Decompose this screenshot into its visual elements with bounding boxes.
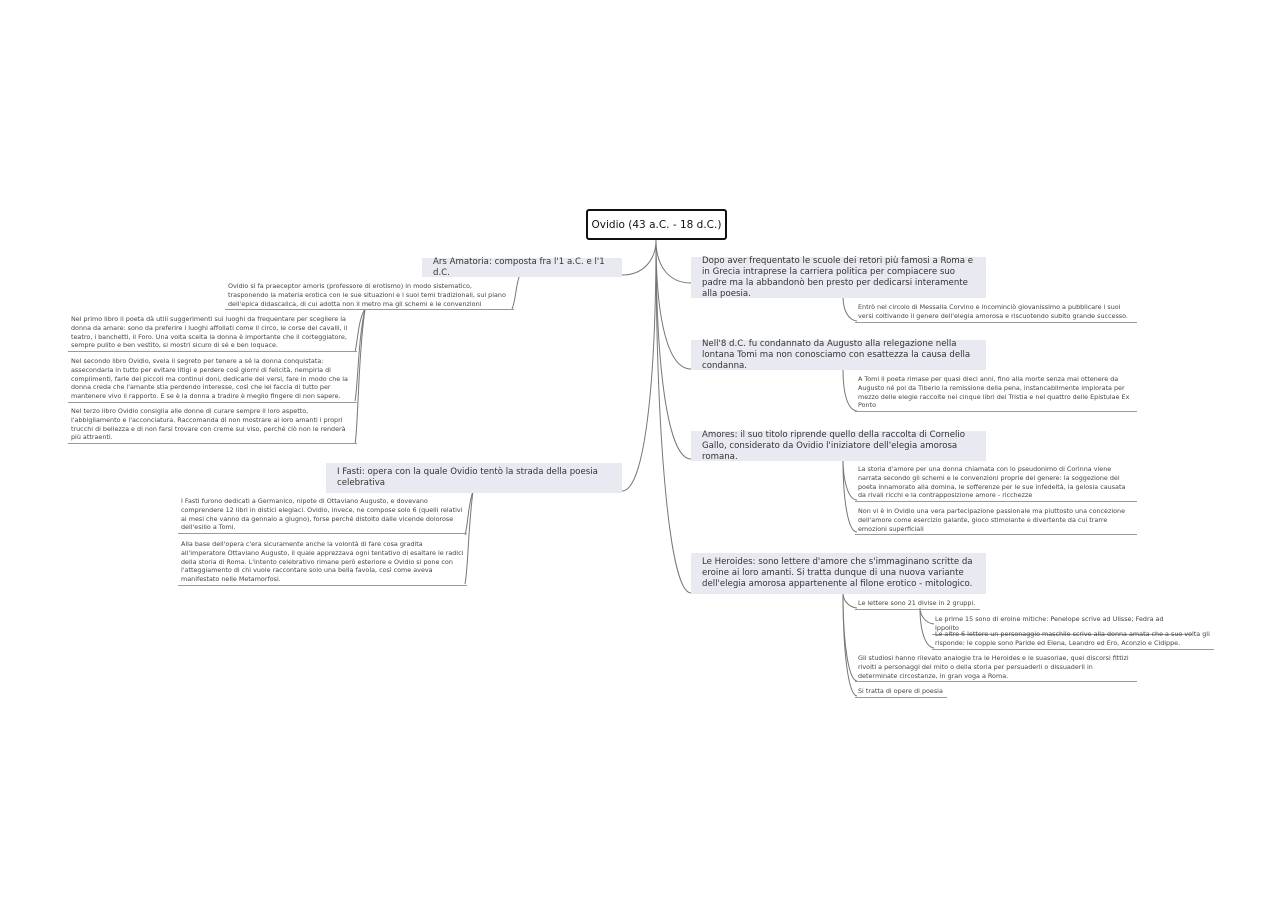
connector-root-to-left-2 [622,240,656,491]
root-topic-label: Ovidio (43 a.C. - 18 d.C.) [591,218,722,231]
subtopic-suasoriae[interactable]: Gli studiosi hanno rilevato analogie tra le Heroides e le suasoriae, quei discorsi fittizi rivolti a personaggi del mito o della storia per persuaderli o dissuaderli in determinate circostanze, in gran voga a Roma. [855,654,1137,682]
topic-label: Ars Amatoria: composta fra l'1 a.C. e l'1 d.C. [433,256,605,278]
topic-label: Dopo aver frequentato le scuole dei retori più famosi a Roma e in Grecia intraprese la carriera politica per compiacere suo padre ma la abbandonò ben presto per dedicarsi interamente alla poesia. [702,255,974,299]
subtopic-heroides-groups[interactable]: Le lettere sono 21 divise in 2 gruppi. [855,599,980,610]
connector-root-to-right-3 [656,240,691,459]
root-topic[interactable] [586,209,727,240]
subtopic-fasti-dedication[interactable]: I Fasti furono dedicati a Germanico, nipote di Ottaviano Augusto, e dovevano comprendere 12 libri in distici elegiaci. Ovidio, invece, ne compose solo 6 (quelli relativi ai mesi che vanno da gennaio a giugno), forse perché distolto dalle vicende dolorose dell'esilio a Tomi. [178,497,467,534]
subtopic-love-game[interactable]: Non vi è in Ovidio una vera partecipazione passionale ma piuttosto una concezione dell'amore come esercizio galante, gioco stimolante e divertente da cui trarre emozioni superficiali [855,507,1137,535]
topic-heroides[interactable] [691,553,986,594]
topic-label: I Fasti: opera con la quale Ovidio tentò la strada della poesia celebrativa [337,467,598,488]
subtopic-corinna[interactable]: La storia d'amore per una donna chiamata con lo pseudonimo di Corinna viene narrata secondo gli schemi e le convenzioni proprie del genere: la soggezione del poeta innamorato alla domina, le sofferenze per le sue infedeltà, la gelosia causata da rivali ricchi e la contrapposizione amore - ricchezze [855,465,1137,502]
subtopic-fasti-purpose[interactable]: Alla base dell'opera c'era sicuramente anche la volontà di fare cosa gradita all'imperatore Ottaviano Augusto, il quale apprezzava ogni tentativo di esaltare le radici della storia di Roma. L'intento celebrativo rimane però esteriore e Ovidio si pone con l'atteggiamento di chi vuole raccontare solo una bella favola, così come aveva manifestato nelle Metamorfosi. [178,540,467,586]
topic-amores[interactable] [691,431,986,461]
subtopic-heroides-group-2[interactable]: Le altre 6 lettere un personaggio maschile scrive alla donna amata che a suo volta gli risponde: le coppie sono Paride ed Elena, Leandro ed Ero, Aconzio e Cidippe. [932,630,1214,650]
subtopic-ars-amatoria-book-2[interactable]: Nel secondo libro Ovidio, svela il segreto per tenere a sé la donna conquistata: assecondarla in tutto per evitare litigi e perdere così giorni di felicità, riempirla di complimenti, farle dei piccoli ma continui doni, dedicarle dei versi, fare in modo che la donna creda che l'amante stia perdendo interesse, così che lei faccia di tutto per mantenere vivo il rapporto. E se è la donna a tradire è meglio fingere di non sapere. [68,357,357,403]
subtopic-tomi[interactable]: A Tomi il poeta rimase per quasi dieci anni, fino alla morte senza mai ottenere da Augusto né poi da Tiberio la remissione della pena, instancabilmente implorata per mezzo delle elegie raccolte nei cinque libri dei Tristia e nei quattro delle Epistulae Ex Ponto [855,375,1137,412]
topic-label: Amores: il suo titolo riprende quello della raccolta di Cornelio Gallo, considerato da Ovidio l'iniziatore dell'elegia amorosa romana. [702,429,966,462]
subtopic-ars-amatoria-book-1[interactable]: Nel primo libro il poeta dà utili suggerimenti sui luoghi da frequentare per scegliere la donna da amare: sono da preferire i luoghi affollati come il circo, le corse dei cavalli, il teatro, i banchetti, il Foro. Una volta scelta la donna è importante che il corteggiatore, sempre pulito e ben vestito, si mostri sicuro di sé e ben loquace. [68,315,357,352]
subtopic-poetry-works[interactable]: Si tratta di opere di poesia [855,687,947,698]
topic-label: Le Heroides: sono lettere d'amore che s'immaginano scritte da eroine ai loro amanti. Si tratta dunque di una nuova variante dell'elegia amorosa appartenente al filone erotico - mitologico. [702,557,973,589]
subtopic-ars-amatoria-book-3[interactable]: Nel terzo libro Ovidio consiglia alle donne di curare sempre il loro aspetto, l'abbigliamento e l'acconciatura. Raccomanda di non mostrare ai loro amanti i propri trucchi di bellezza e di non farsi trovare con creme sul viso, perché ciò non le renderà più attraenti. [68,407,357,444]
subtopic-heroides-group-1[interactable]: Le prime 15 sono di eroine mitiche: Penelope scrive ad Ulisse; Fedra ad Ippolito [932,615,1192,635]
connector-root-to-right-2 [656,240,691,369]
topic-i-fasti[interactable] [326,463,622,493]
connector-root-to-right-1 [656,240,691,283]
subtopic-ars-amatoria-intro[interactable]: Ovidio si fa praeceptor amoris (professore di erotismo) in modo sistematico, trasponendo la materia erotica con le sue situazioni e i suoi temi tradizionali, sul piano dell'epica didascalica, di cui adotta non il metro ma gli schemi e le convenzioni [225,282,514,310]
connector-root-to-right-4 [656,240,691,593]
topic-label: Nell'8 d.C. fu condannato da Augusto alla relegazione nella lontana Tomi ma non conosciamo con esattezza la causa della condanna. [702,338,971,371]
topic-ars-amatoria[interactable] [422,258,622,277]
topic-exile[interactable] [691,340,986,370]
topic-education-career[interactable] [691,257,986,298]
connector-root-to-left-1 [622,240,656,275]
subtopic-messalla-circle[interactable]: Entrò nel circolo di Messalla Corvino e incominciò giovanissimo a pubblicare i suoi versi coltivando il genere dell'elegia amorosa e riscuotendo subito grande successo. [855,303,1137,323]
